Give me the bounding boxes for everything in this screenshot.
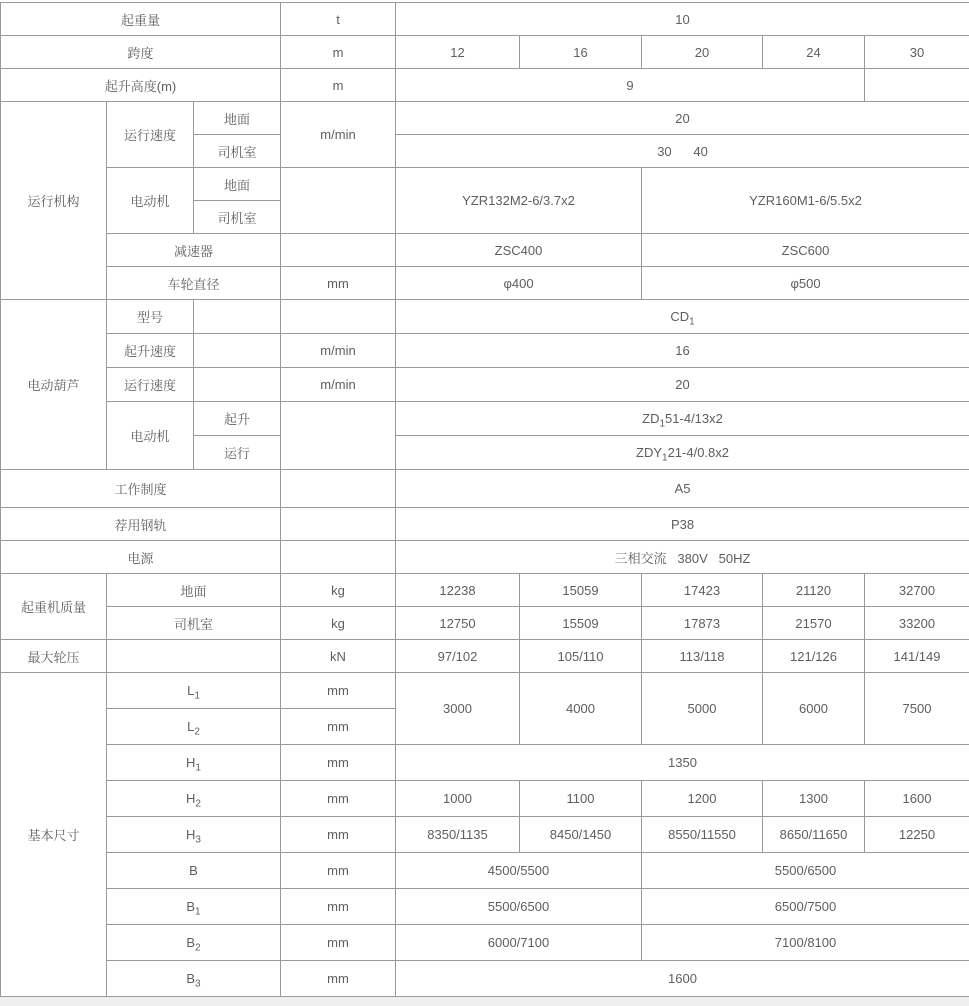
label-crane-mass-ground: 地面 <box>107 574 281 607</box>
value-dim-L-24: 6000 <box>763 673 865 745</box>
unit-lifting-height: m <box>281 69 396 102</box>
unit-reducer-empty <box>281 234 396 267</box>
label-hoist-lift-speed: 起升速度 <box>107 334 194 368</box>
unit-hoist-model-empty <box>281 300 396 334</box>
group-electric-hoist: 电动葫芦 <box>1 300 107 470</box>
unit-power-supply-empty <box>281 541 396 574</box>
value-dim-H2-24: 1300 <box>763 781 865 817</box>
value-lifting-height-30 <box>865 69 969 102</box>
unit-dim-L1: mm <box>281 673 396 709</box>
label-travel-motor-cab: 司机室 <box>194 201 281 234</box>
label-dim-L1 <box>107 673 281 709</box>
value-text: 51-4/13x2 <box>665 411 723 426</box>
value-dim-H2-30: 1600 <box>865 781 969 817</box>
label-hoist-motor: 电动机 <box>107 402 194 470</box>
label-travel-speed: 运行速度 <box>107 102 194 168</box>
value-dim-B-left: 4500/5500 <box>396 853 642 889</box>
value-travel-motor-left: YZR132M2-6/3.7x2 <box>396 168 642 234</box>
label-dim-B3 <box>107 961 281 997</box>
value-mass-ground-12: 12238 <box>396 574 520 607</box>
value-text: ZD <box>642 411 660 426</box>
subscript: 1 <box>659 418 666 430</box>
unit-dim-B3: mm <box>281 961 396 997</box>
value-text: ZDY <box>636 445 662 460</box>
value-dim-H2-20: 1200 <box>642 781 763 817</box>
value-dim-H3-16: 8450/1450 <box>520 817 642 853</box>
value-text: B <box>189 863 198 878</box>
hoist-lift-speed-spacer <box>194 334 281 368</box>
label-reducer: 减速器 <box>107 234 281 267</box>
value-text: H <box>186 827 196 842</box>
hoist-travel-speed-spacer <box>194 368 281 402</box>
subscript: 1 <box>195 762 201 774</box>
value-recommended-rail: P38 <box>396 508 969 541</box>
value-dim-L-12: 3000 <box>396 673 520 745</box>
group-travel-mechanism: 运行机构 <box>1 102 107 300</box>
unit-hoist-lift-speed: m/min <box>281 334 396 368</box>
value-dim-L-30: 7500 <box>865 673 969 745</box>
value-text: CD <box>670 309 690 324</box>
value-duty-class: A5 <box>396 470 969 508</box>
subscript: 1 <box>689 316 695 328</box>
label-dim-B <box>107 853 281 889</box>
label-recommended-rail: 荐用钢轨 <box>1 508 281 541</box>
value-mass-ground-16: 15059 <box>520 574 642 607</box>
unit-span: m <box>281 36 396 69</box>
label-hoist-motor-lift: 起升 <box>194 402 281 436</box>
unit-wheel-diameter: mm <box>281 267 396 300</box>
value-dim-B-right: 5500/6500 <box>642 853 969 889</box>
value-text: B <box>186 971 196 986</box>
unit-hoist-motor-empty <box>281 402 396 470</box>
label-crane-mass-cab: 司机室 <box>107 607 281 640</box>
label-lifting-capacity: 起重量 <box>1 3 281 36</box>
unit-lifting-capacity: t <box>281 3 396 36</box>
value-dim-H3-24: 8650/11650 <box>763 817 865 853</box>
value-hoist-model <box>396 300 969 334</box>
subscript: 3 <box>195 978 201 990</box>
value-hoist-motor-lift <box>396 402 969 436</box>
label-duty-class: 工作制度 <box>1 470 281 508</box>
value-span-24: 24 <box>763 36 865 69</box>
unit-dim-B1: mm <box>281 889 396 925</box>
unit-duty-class-empty <box>281 470 396 508</box>
value-dim-B2-left: 6000/7100 <box>396 925 642 961</box>
value-dim-H2-16: 1100 <box>520 781 642 817</box>
value-mass-ground-30: 32700 <box>865 574 969 607</box>
subscript: 2 <box>195 798 201 810</box>
max-wheel-load-spacer <box>107 640 281 673</box>
label-hoist-model: 型号 <box>107 300 194 334</box>
unit-crane-mass-cab: kg <box>281 607 396 640</box>
value-dim-H3-20: 8550/11550 <box>642 817 763 853</box>
value-mass-cab-16: 15509 <box>520 607 642 640</box>
value-wheel-diameter-right: φ500 <box>642 267 969 300</box>
value-wheel-diameter-left: φ400 <box>396 267 642 300</box>
hoist-model-spacer <box>194 300 281 334</box>
value-text: H <box>186 755 196 770</box>
unit-dim-B: mm <box>281 853 396 889</box>
unit-max-wheel-load: kN <box>281 640 396 673</box>
value-dim-H1: 1350 <box>396 745 969 781</box>
value-span-20: 20 <box>642 36 763 69</box>
label-dim-B1 <box>107 889 281 925</box>
value-wheel-load-16: 105/110 <box>520 640 642 673</box>
value-mass-ground-24: 21120 <box>763 574 865 607</box>
unit-dim-H3: mm <box>281 817 396 853</box>
label-dim-H1 <box>107 745 281 781</box>
value-mass-ground-20: 17423 <box>642 574 763 607</box>
subscript: 1 <box>195 906 201 918</box>
group-basic-dimensions: 基本尺寸 <box>1 673 107 997</box>
label-wheel-diameter: 车轮直径 <box>107 267 281 300</box>
value-hoist-motor-travel <box>396 436 969 470</box>
subscript: 2 <box>194 726 200 738</box>
label-travel-speed-cab: 司机室 <box>194 135 281 168</box>
unit-hoist-travel-speed: m/min <box>281 368 396 402</box>
label-dim-H3 <box>107 817 281 853</box>
label-max-wheel-load: 最大轮压 <box>1 640 107 673</box>
unit-travel-motor-empty <box>281 168 396 234</box>
value-wheel-load-24: 121/126 <box>763 640 865 673</box>
value-reducer-left: ZSC400 <box>396 234 642 267</box>
label-travel-speed-ground: 地面 <box>194 102 281 135</box>
value-mass-cab-24: 21570 <box>763 607 865 640</box>
value-mass-cab-30: 33200 <box>865 607 969 640</box>
value-reducer-right: ZSC600 <box>642 234 969 267</box>
value-travel-speed-cab: 30 40 <box>396 135 969 168</box>
value-lifting-height: 9 <box>396 69 865 102</box>
value-text: B <box>186 899 196 914</box>
value-dim-B2-right: 7100/8100 <box>642 925 969 961</box>
value-mass-cab-12: 12750 <box>396 607 520 640</box>
label-travel-motor-ground: 地面 <box>194 168 281 201</box>
value-text: L <box>187 683 195 698</box>
unit-dim-B2: mm <box>281 925 396 961</box>
value-span-12: 12 <box>396 36 520 69</box>
label-travel-motor: 电动机 <box>107 168 194 234</box>
value-lifting-capacity: 10 <box>396 3 969 36</box>
value-dim-B1-left: 5500/6500 <box>396 889 642 925</box>
label-dim-B2 <box>107 925 281 961</box>
label-lifting-height: 起升高度(m) <box>1 69 281 102</box>
label-hoist-travel-speed: 运行速度 <box>107 368 194 402</box>
value-dim-H3-30: 12250 <box>865 817 969 853</box>
value-wheel-load-20: 113/118 <box>642 640 763 673</box>
subscript: 1 <box>194 690 200 702</box>
group-crane-mass: 起重机质量 <box>1 574 107 640</box>
value-span-16: 16 <box>520 36 642 69</box>
value-mass-cab-20: 17873 <box>642 607 763 640</box>
value-text: B <box>186 935 196 950</box>
value-wheel-load-30: 141/149 <box>865 640 969 673</box>
value-span-30: 30 <box>865 36 969 69</box>
label-dim-L2 <box>107 709 281 745</box>
unit-dim-H2: mm <box>281 781 396 817</box>
value-dim-L-16: 4000 <box>520 673 642 745</box>
subscript: 3 <box>195 834 201 846</box>
value-hoist-lift-speed: 16 <box>396 334 969 368</box>
unit-crane-mass-ground: kg <box>281 574 396 607</box>
value-dim-B3: 1600 <box>396 961 969 997</box>
unit-dim-L2: mm <box>281 709 396 745</box>
label-hoist-motor-travel: 运行 <box>194 436 281 470</box>
value-travel-speed-ground: 20 <box>396 102 969 135</box>
value-dim-H2-12: 1000 <box>396 781 520 817</box>
value-travel-motor-right: YZR160M1-6/5.5x2 <box>642 168 969 234</box>
value-wheel-load-12: 97/102 <box>396 640 520 673</box>
crane-spec-table <box>0 2 969 997</box>
value-text: H <box>186 791 196 806</box>
label-power-supply: 电源 <box>1 541 281 574</box>
unit-travel-speed: m/min <box>281 102 396 168</box>
subscript: 2 <box>195 942 201 954</box>
unit-recommended-rail-empty <box>281 508 396 541</box>
value-text: 21-4/0.8x2 <box>667 445 729 460</box>
value-text: L <box>187 719 195 734</box>
subscript: 1 <box>662 452 668 464</box>
value-dim-B1-right: 6500/7500 <box>642 889 969 925</box>
value-dim-L-20: 5000 <box>642 673 763 745</box>
value-power-supply: 三相交流 380V 50HZ <box>396 541 969 574</box>
label-span: 跨度 <box>1 36 281 69</box>
unit-dim-H1: mm <box>281 745 396 781</box>
value-hoist-travel-speed: 20 <box>396 368 969 402</box>
value-dim-H3-12: 8350/1135 <box>396 817 520 853</box>
label-dim-H2 <box>107 781 281 817</box>
